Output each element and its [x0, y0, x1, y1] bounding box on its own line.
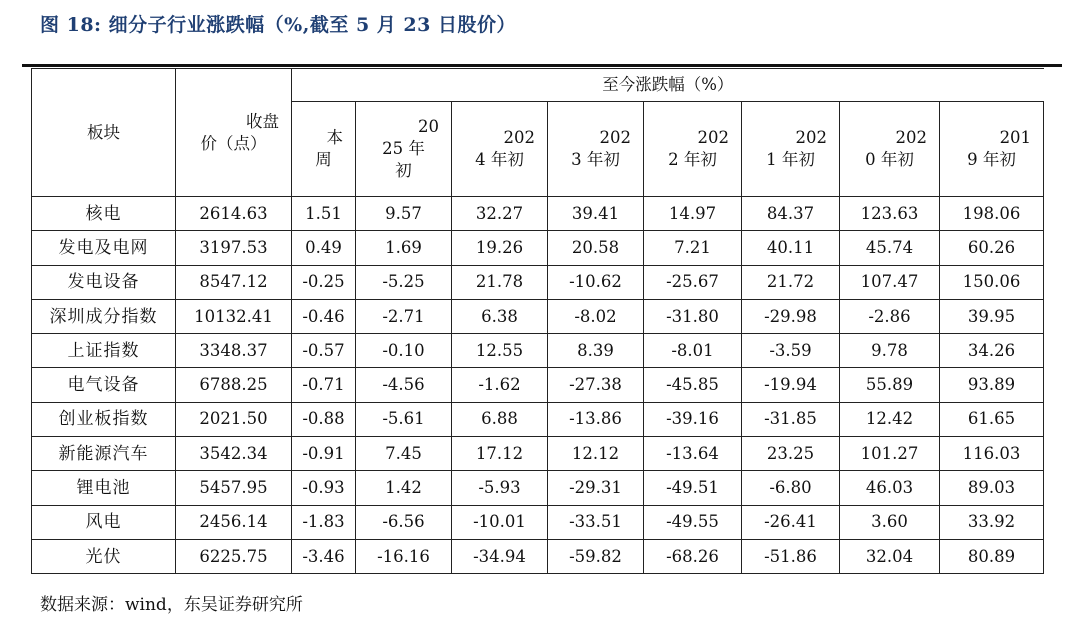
table-cell: 2614.63	[176, 197, 292, 231]
header-close-line2: 价（点）	[200, 133, 267, 153]
table-cell: 6.38	[452, 299, 548, 333]
table-cell: 3542.34	[176, 437, 292, 471]
table-cell: -34.94	[452, 539, 548, 573]
row-label: 光伏	[32, 539, 176, 573]
table-cell: 89.03	[940, 471, 1044, 505]
table-cell: -5.93	[452, 471, 548, 505]
table-row	[32, 334, 1044, 368]
header-period-line: 202	[795, 128, 827, 147]
table-cell: 32.27	[452, 197, 548, 231]
table-cell: 80.89	[940, 539, 1044, 573]
row-label: 上证指数	[32, 334, 176, 368]
table-cell: -16.16	[356, 539, 452, 573]
header-period	[940, 102, 1044, 197]
header-close-line1: 收盘	[246, 111, 279, 131]
table-cell: -25.67	[644, 265, 742, 299]
table-cell: -27.38	[548, 368, 644, 402]
table-cell: -49.55	[644, 505, 742, 539]
table-cell: 8.39	[548, 334, 644, 368]
table-cell: 14.97	[644, 197, 742, 231]
table-cell: 107.47	[840, 265, 940, 299]
header-period	[840, 102, 940, 197]
table-cell: 116.03	[940, 437, 1044, 471]
table-cell: -45.85	[644, 368, 742, 402]
header-period-line: 202	[895, 128, 927, 147]
header-period-line: 202	[503, 128, 535, 147]
table-cell: -13.64	[644, 437, 742, 471]
table-cell: 3348.37	[176, 334, 292, 368]
table-cell: 7.45	[356, 437, 452, 471]
row-label: 风电	[32, 505, 176, 539]
table-cell: -4.56	[356, 368, 452, 402]
table-cell: 6788.25	[176, 368, 292, 402]
table-row	[32, 299, 1044, 333]
table-cell: 61.65	[940, 402, 1044, 436]
header-board	[32, 69, 176, 197]
header-span	[292, 69, 1044, 102]
table-row	[32, 402, 1044, 436]
table-cell: 150.06	[940, 265, 1044, 299]
table-cell: 123.63	[840, 197, 940, 231]
header-period-line: 25 年	[382, 139, 425, 158]
table-cell: 39.41	[548, 197, 644, 231]
row-label: 深圳成分指数	[32, 299, 176, 333]
table-cell: -59.82	[548, 539, 644, 573]
table-cell: 7.21	[644, 231, 742, 265]
table-row	[32, 197, 1044, 231]
table-cell: -5.25	[356, 265, 452, 299]
table-cell: -5.61	[356, 402, 452, 436]
table-body	[32, 197, 1044, 574]
table-cell: 45.74	[840, 231, 940, 265]
table-cell: 46.03	[840, 471, 940, 505]
table-cell: -31.80	[644, 299, 742, 333]
table-cell: 1.51	[292, 197, 356, 231]
header-period-line: 202	[599, 128, 631, 147]
header-period-line: 0 年初	[865, 150, 914, 169]
table-cell: -19.94	[742, 368, 840, 402]
table-cell: 6.88	[452, 402, 548, 436]
table-cell: -2.71	[356, 299, 452, 333]
table-cell: 33.92	[940, 505, 1044, 539]
table-cell: 101.27	[840, 437, 940, 471]
table-cell: -3.59	[742, 334, 840, 368]
header-period-line: 本	[326, 128, 343, 147]
table-cell: -0.71	[292, 368, 356, 402]
row-label: 核电	[32, 197, 176, 231]
header-close-price	[176, 69, 292, 197]
row-label: 发电设备	[32, 265, 176, 299]
table-cell: -0.91	[292, 437, 356, 471]
table-cell: 20.58	[548, 231, 644, 265]
header-period	[742, 102, 840, 197]
header-period-line: 4 年初	[475, 150, 524, 169]
table-cell: 1.69	[356, 231, 452, 265]
table-cell: 2021.50	[176, 402, 292, 436]
header-period-line: 初	[395, 161, 412, 180]
table-cell: 19.26	[452, 231, 548, 265]
figure-title: 图 18: 细分子行业涨跌幅（%,截至 5 月 23 日股价）	[40, 14, 516, 36]
table-cell: -51.86	[742, 539, 840, 573]
table-cell: 84.37	[742, 197, 840, 231]
table-row	[32, 368, 1044, 402]
table-cell: -0.46	[292, 299, 356, 333]
table-cell: 23.25	[742, 437, 840, 471]
table-cell: 21.78	[452, 265, 548, 299]
table-cell: 12.55	[452, 334, 548, 368]
header-period-line: 20	[418, 117, 439, 136]
table-cell: 17.12	[452, 437, 548, 471]
row-label: 电气设备	[32, 368, 176, 402]
table-row	[32, 437, 1044, 471]
header-period-line: 2 年初	[668, 150, 717, 169]
table-cell: -10.62	[548, 265, 644, 299]
table-cell: -13.86	[548, 402, 644, 436]
table-cell: -29.98	[742, 299, 840, 333]
table-cell: 1.42	[356, 471, 452, 505]
table-cell: 3197.53	[176, 231, 292, 265]
header-period-line: 201	[999, 128, 1032, 147]
header-period	[356, 102, 452, 197]
table-cell: 12.42	[840, 402, 940, 436]
table-cell: 2456.14	[176, 505, 292, 539]
industry-change-table	[31, 68, 1044, 574]
table-cell: -1.83	[292, 505, 356, 539]
source-note: 数据来源：wind，东吴证券研究所	[40, 595, 303, 615]
table-cell: -0.93	[292, 471, 356, 505]
row-label: 创业板指数	[32, 402, 176, 436]
table-cell: 40.11	[742, 231, 840, 265]
table-cell: -3.46	[292, 539, 356, 573]
table-cell: 12.12	[548, 437, 644, 471]
table-row	[32, 265, 1044, 299]
header-period	[452, 102, 548, 197]
table-cell: 8547.12	[176, 265, 292, 299]
table-cell: 3.60	[840, 505, 940, 539]
header-period-line: 3 年初	[571, 150, 620, 169]
table-cell: -6.80	[742, 471, 840, 505]
table-cell: -0.10	[356, 334, 452, 368]
header-period	[644, 102, 742, 197]
table-cell: -33.51	[548, 505, 644, 539]
table-row	[32, 471, 1044, 505]
table-cell: -0.88	[292, 402, 356, 436]
table-cell: -8.01	[644, 334, 742, 368]
header-period	[292, 102, 356, 197]
table-row	[32, 539, 1044, 573]
header-period-line: 1 年初	[766, 150, 815, 169]
table-cell: -10.01	[452, 505, 548, 539]
table-cell: 34.26	[940, 334, 1044, 368]
header-span-label: 至今涨跌幅（%）	[602, 75, 734, 94]
table-cell: -0.57	[292, 334, 356, 368]
table-cell: -68.26	[644, 539, 742, 573]
header-period	[548, 102, 644, 197]
top-rule	[22, 64, 1062, 67]
table-cell: 198.06	[940, 197, 1044, 231]
table-cell: -6.56	[356, 505, 452, 539]
header-period-line: 周	[315, 150, 332, 169]
table-cell: -31.85	[742, 402, 840, 436]
table-cell: 5457.95	[176, 471, 292, 505]
table-cell: 0.49	[292, 231, 356, 265]
table-cell: -8.02	[548, 299, 644, 333]
table-cell: -49.51	[644, 471, 742, 505]
row-label: 锂电池	[32, 471, 176, 505]
table-cell: 6225.75	[176, 539, 292, 573]
table-cell: -1.62	[452, 368, 548, 402]
table-cell: -2.86	[840, 299, 940, 333]
table-cell: 9.78	[840, 334, 940, 368]
table-cell: 9.57	[356, 197, 452, 231]
table-cell: 39.95	[940, 299, 1044, 333]
table-row	[32, 231, 1044, 265]
header-board-label: 板块	[87, 122, 120, 142]
header-period-line: 202	[697, 128, 729, 147]
row-label: 发电及电网	[32, 231, 176, 265]
row-label: 新能源汽车	[32, 437, 176, 471]
table-cell: -39.16	[644, 402, 742, 436]
header-period-line: 9 年初	[967, 150, 1016, 169]
table-row	[32, 505, 1044, 539]
table-cell: 32.04	[840, 539, 940, 573]
table-cell: -29.31	[548, 471, 644, 505]
table-cell: 10132.41	[176, 299, 292, 333]
table-cell: 93.89	[940, 368, 1044, 402]
table-cell: 60.26	[940, 231, 1044, 265]
table-cell: 55.89	[840, 368, 940, 402]
table-cell: -0.25	[292, 265, 356, 299]
table-cell: -26.41	[742, 505, 840, 539]
table-cell: 21.72	[742, 265, 840, 299]
